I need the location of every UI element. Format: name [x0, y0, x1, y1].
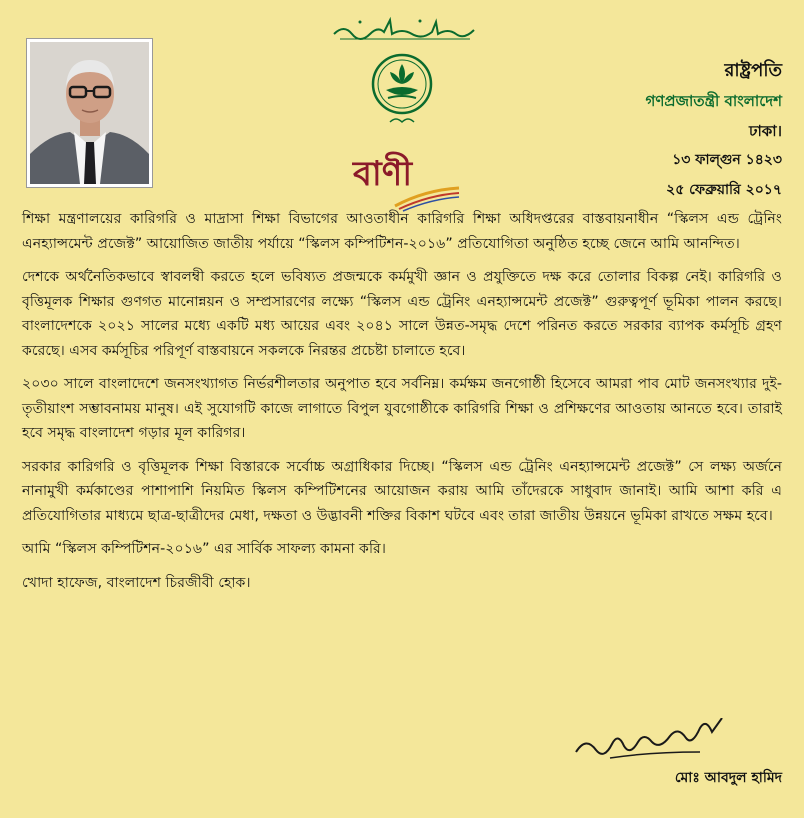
paragraph: দেশকে অর্থনৈতিকভাবে স্বাবলম্বী করতে হলে ভবিষ্যত প্রজন্মকে কর্মমুখী জ্ঞান ও প্রযুক্তিতে দক্ষ করে তোলার বিকল্প নেই। কারিগরি ও বৃত্তিমূলক শিক্ষার গুণগত মানোন্নয়ন ও সম্প্রসারণের লক্ষ্যে “স্কিলস এন্ড ট্রেনিং এনহ্যান্সমেন্ট প্রজেক্ট” গুরুত্বপূর্ণ ভূমিকা পালন করছে। বাংলাদেশকে ২০২১ সালের মধ্যে একটি মধ্য আয়ের এবং ২০৪১ সালে উন্নত-সমৃদ্ধ দেশে পরিনত করতে সরকার ব্যাপক কর্মসূচি গ্রহণ করেছে। এসব কর্মসূচির পরিপূর্ণ বাস্তবায়নে সকলকে নিরন্তর প্রচেষ্টা চালাতে হবে। — [22, 269, 782, 359]
handwritten-signature-icon — [570, 718, 760, 766]
paragraph: সরকার কারিগরি ও বৃত্তিমূলক শিক্ষা বিস্তারকে সর্বোচ্চ অগ্রাধিকার দিচ্ছে। “স্কিলস এন্ড ট্রেনিং এনহ্যান্সমেন্ট প্রজেক্ট” সে লক্ষ্য অর্জনে নানামুখী কর্মকাণ্ডের পাশাপাশি নিয়মিত স্কিলস কম্পিটিশনের আয়োজন করায় আমি তাঁদেরকে সাধুবাদ জানাই। আমি আশা করি এ প্রতিযোগিতার মাধ্যমে ছাত্র-ছাত্রীদের মেধা, দক্ষতা ও উদ্ভাবনী শক্তির বিকাশ ঘটবে এবং তারা জাতীয় উন্নয়নে ভূমিকা রাখতে সক্ষম হবে। — [22, 458, 782, 524]
message-body — [22, 207, 782, 595]
bengali-date: ১৩ ফাল্গুন ১৪২৩ — [672, 152, 782, 168]
date-block — [666, 145, 782, 205]
bismillah-calligraphy-icon — [330, 14, 480, 44]
gregorian-date: ২৫ ফেব্রুয়ারি ২০১৭ — [666, 182, 782, 198]
bani-heading: বাণী — [353, 154, 413, 194]
president-portrait-photo — [27, 39, 152, 187]
bangladesh-national-emblem-icon — [368, 52, 436, 130]
paragraph: ২০৩০ সালে বাংলাদেশে জনসংখ্যাগত নির্ভরশীলতার অনুপাত হবে সর্বনিম্ন। কর্মক্ষম জনগোষ্ঠী হিসেবে আমরা পাব মোট জনসংখ্যার দুই-তৃতীয়াংশ সম্ভাবনাময় মানুষ। এই সুযোগটি কাজে লাগাতে বিপুল যুবগোষ্ঠীকে কারিগরি শিক্ষা ও প্রশিক্ষণের আওতায় আনতে হবে। তারাই হবে সমৃদ্ধ বাংলাদেশ গড়ার মূল কারিগর। — [22, 376, 782, 441]
paragraph: খোদা হাফেজ, বাংলাদেশ চিরজীবী হোক। — [22, 574, 251, 591]
signer-name: মোঃ আবদুল হামিদ — [674, 770, 782, 786]
office-block — [645, 56, 782, 146]
office-city: ঢাকা। — [748, 122, 782, 140]
paragraph: আমি “স্কিলস কম্পিটিশন-২০১৬” এর সার্বিক সাফল্য কামনা করি। — [22, 541, 386, 557]
office-country: গণপ্রজাতন্ত্রী বাংলাদেশ — [645, 92, 782, 110]
paragraph: শিক্ষা মন্ত্রণালয়ের কারিগরি ও মাদ্রাসা শিক্ষা বিভাগের আওতাধীন কারিগরি শিক্ষা অধিদপ্তরের বাস্তবায়নাধীন “স্কিলস এন্ড ট্রেনিং এনহ্যান্সমেন্ট প্রজেক্ট” আয়োজিত জাতীয় পর্যায়ে “স্কিলস কম্পিটিশন-২০১৬” প্রতিযোগিতা অনুষ্ঠিত হচ্ছে জেনে আমি আনন্দিত। — [22, 211, 782, 252]
office-title: রাষ্ট্রপতি — [724, 60, 782, 81]
message-title — [345, 148, 465, 212]
